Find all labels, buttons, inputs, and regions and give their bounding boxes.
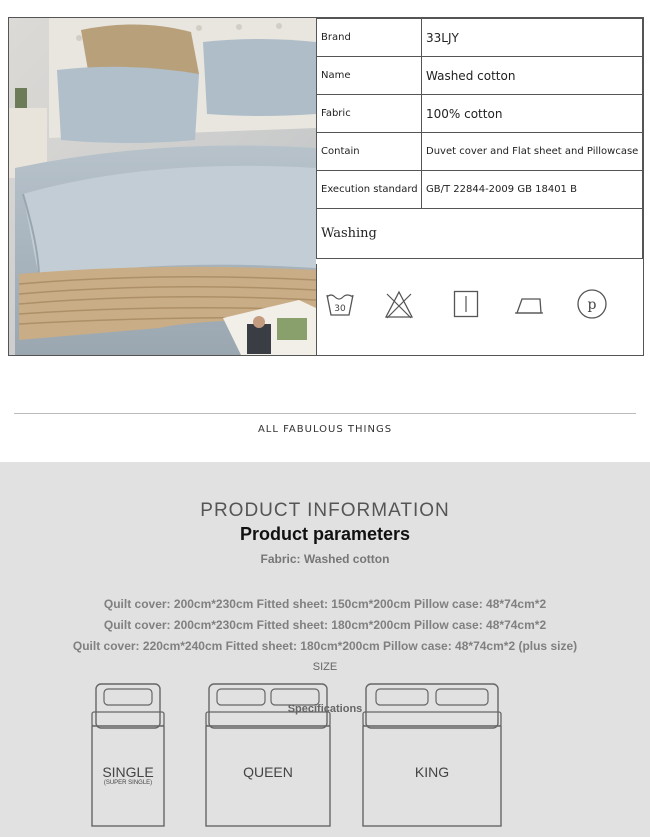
spec-label: Name <box>317 57 422 95</box>
spec-label: Brand <box>317 19 422 57</box>
bedding-photo <box>9 18 316 355</box>
specifications-label: Specifications <box>287 703 363 715</box>
size-line-king: Quilt cover: 220cm*240cm Fitted sheet: 180cm*200cm Pillow case: 48*74cm*2 (plus size) <box>72 639 578 653</box>
product-spec-block <box>8 17 644 356</box>
spec-label: Execution standard <box>317 171 422 209</box>
divider <box>14 413 636 414</box>
spec-table <box>316 18 643 259</box>
spec-row-name <box>317 57 643 95</box>
spec-value: Washed cotton <box>422 57 643 95</box>
spec-value: 100% cotton <box>422 95 643 133</box>
spec-value: GB/T 22844-2009 GB 18401 B <box>422 171 643 209</box>
line-dry-icon <box>453 290 479 318</box>
spec-row-washing <box>317 209 643 259</box>
size-line-single: Quilt cover: 200cm*230cm Fitted sheet: 150cm*200cm Pillow case: 48*74cm*2 <box>103 597 547 611</box>
product-parameters-heading: Product parameters <box>239 524 411 544</box>
bed-label-king: KING <box>414 764 450 780</box>
product-information-heading: PRODUCT INFORMATION <box>200 500 450 521</box>
washing-label: Washing <box>317 209 643 259</box>
fabric-line: Fabric: Washed cotton <box>260 552 390 566</box>
spec-label: Contain <box>317 133 422 171</box>
bed-label-single: SINGLE <box>102 764 154 780</box>
tagline: ALL FABULOUS THINGS <box>257 424 393 435</box>
spec-row-fabric <box>317 95 643 133</box>
dry-clean-letter: p <box>587 297 597 313</box>
spec-value: Duvet cover and Flat sheet and Pillowcase <box>422 133 643 171</box>
wash-30-icon <box>325 290 355 318</box>
iron-icon <box>514 294 544 316</box>
spec-row-contain <box>317 133 643 171</box>
spec-row-brand <box>317 19 643 57</box>
product-info-panel <box>0 462 650 837</box>
spec-label: Fabric <box>317 95 422 133</box>
dry-clean-p-icon <box>576 288 608 320</box>
care-icons <box>316 264 643 355</box>
spec-row-standard <box>317 171 643 209</box>
spec-value: 33LJY <box>422 19 643 57</box>
bed-sublabel-single: (SUPER SINGLE) <box>103 780 153 786</box>
wash-temp: 30 <box>334 304 346 314</box>
bedding-photo-illustration <box>9 18 316 355</box>
bed-label-queen: QUEEN <box>243 764 293 780</box>
no-bleach-icon <box>384 290 414 320</box>
size-label: SIZE <box>312 661 338 673</box>
size-line-queen: Quilt cover: 200cm*230cm Fitted sheet: 180cm*200cm Pillow case: 48*74cm*2 <box>103 618 547 632</box>
